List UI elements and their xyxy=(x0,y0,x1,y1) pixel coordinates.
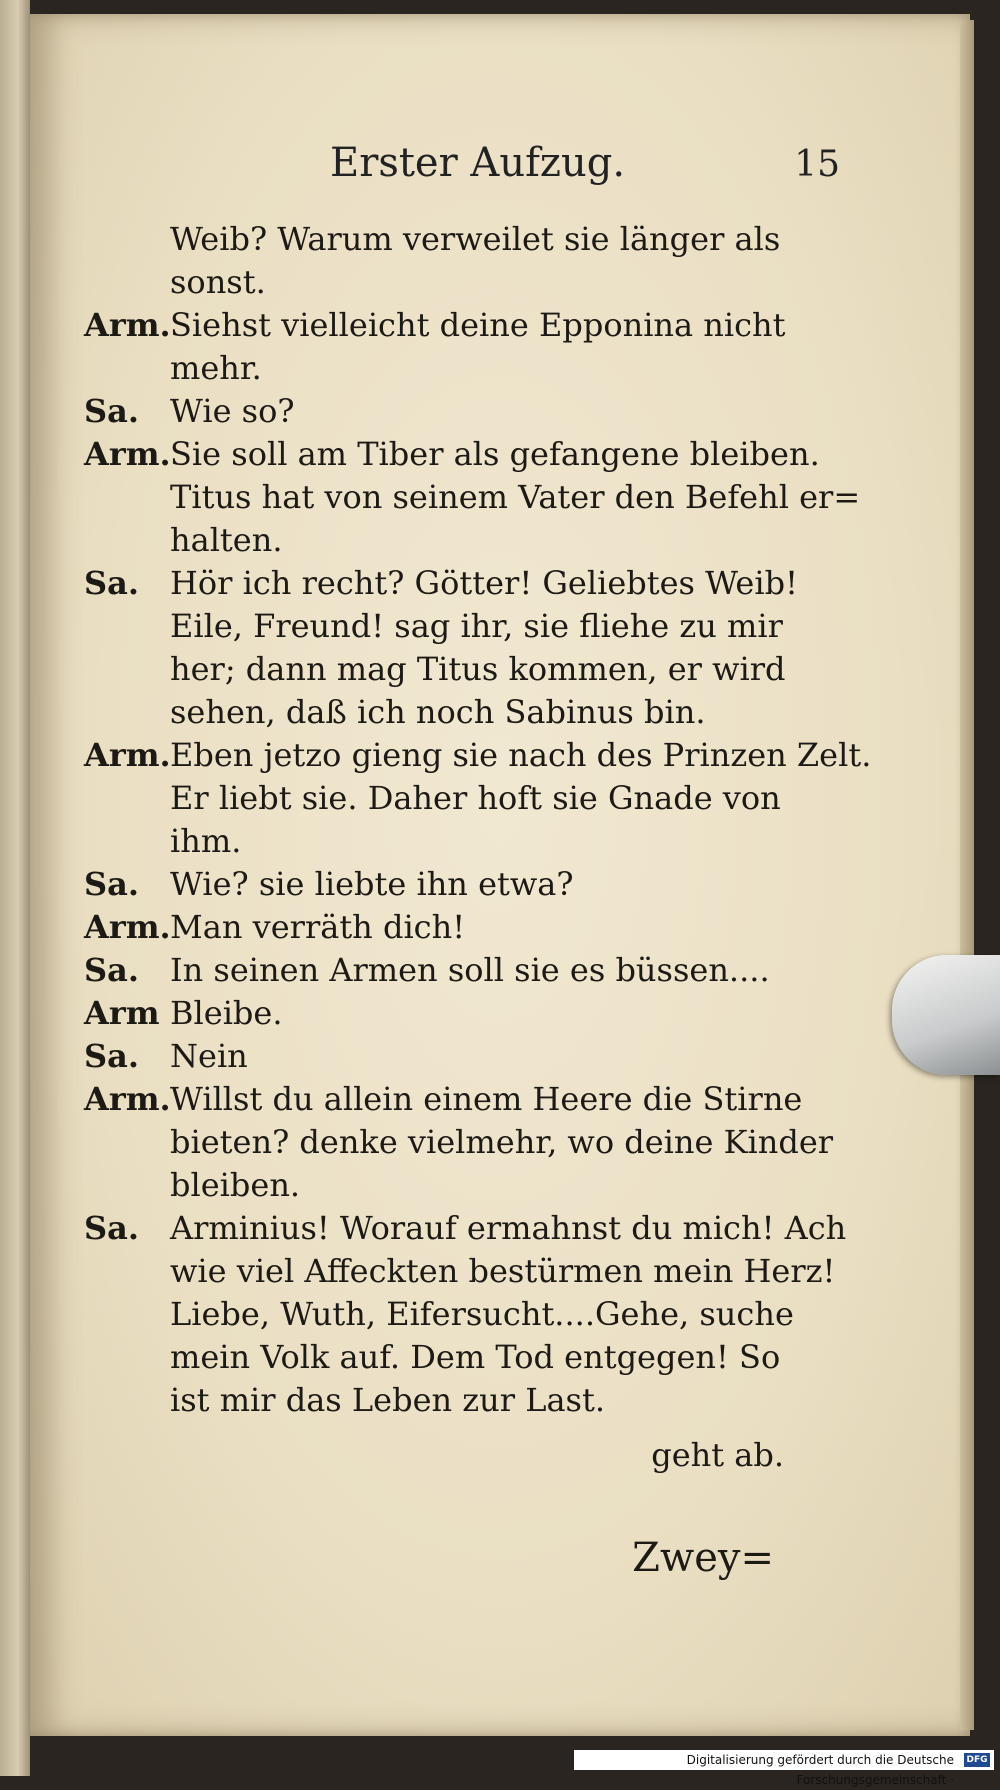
line-text: mehr. xyxy=(170,349,262,387)
speaker-label: Arm. xyxy=(84,306,171,344)
line-text: In seinen Armen soll sie es büssen.... xyxy=(170,951,770,989)
text-line xyxy=(84,992,844,1035)
speaker-label: Arm. xyxy=(84,1080,171,1118)
line-text: bieten? denke vielmehr, wo deine Kinder xyxy=(170,1123,834,1161)
line-text: Weib? Warum verweilet sie länger als xyxy=(170,220,781,258)
dialogue-body xyxy=(84,218,872,1581)
speaker-label: Arm. xyxy=(84,908,171,946)
line-text: Willst du allein einem Heere die Stirne xyxy=(170,1080,803,1118)
text-line xyxy=(84,949,844,992)
page-edge xyxy=(960,20,974,1730)
catchword: Zwey= xyxy=(632,1535,774,1581)
text-line xyxy=(84,261,844,304)
dfg-logo: DFG xyxy=(964,1753,990,1767)
line-text: Eile, Freund! sag ihr, sie fliehe zu mir xyxy=(170,607,783,645)
line-text: Man verräth dich! xyxy=(170,908,466,946)
text-line xyxy=(84,476,861,519)
text-line xyxy=(84,1207,847,1250)
speaker-label: Sa. xyxy=(84,564,139,602)
line-text: bleiben. xyxy=(170,1166,301,1204)
line-text: her; dann mag Titus kommen, er wird xyxy=(170,650,786,688)
line-text: Titus hat von seinem Vater den Befehl er= xyxy=(170,478,861,516)
line-text: ihm. xyxy=(170,822,242,860)
speaker-label: Sa. xyxy=(84,1209,139,1247)
text-line xyxy=(84,1164,844,1207)
speaker-label: Sa. xyxy=(84,1037,139,1075)
line-text: Eben jetzo gieng sie nach des Prinzen Zelt. xyxy=(170,736,872,774)
text-line xyxy=(84,1293,844,1336)
line-text: wie viel Affeckten bestürmen mein Herz! xyxy=(170,1252,836,1290)
text-line xyxy=(84,777,844,820)
text-line xyxy=(84,906,844,949)
line-text: Sie soll am Tiber als gefangene bleiben. xyxy=(170,435,820,473)
running-header xyxy=(300,140,840,200)
stage-direction: geht ab. xyxy=(651,1436,784,1474)
text-line xyxy=(84,1121,844,1164)
speaker-label: Sa. xyxy=(84,865,139,903)
speaker-label: Sa. xyxy=(84,951,139,989)
line-text: mein Volk auf. Dem Tod entgegen! So xyxy=(170,1338,781,1376)
text-line xyxy=(84,218,844,261)
text-line xyxy=(84,648,844,691)
text-line xyxy=(84,691,844,734)
speaker-label: Arm xyxy=(84,994,160,1032)
line-text: sonst. xyxy=(170,263,266,301)
line-text: sehen, daß ich noch Sabinus bin. xyxy=(170,693,706,731)
digitization-credit: Digitalisierung gefördert durch die Deutsche Forschungsgemeinschaft · xyxy=(574,1750,994,1770)
speaker-label: Arm. xyxy=(84,736,171,774)
text-line xyxy=(84,1035,844,1078)
speaker-label: Arm. xyxy=(84,435,171,473)
line-text: Bleibe. xyxy=(170,994,283,1032)
text-line xyxy=(84,820,844,863)
line-text: Nein xyxy=(170,1037,248,1075)
line-text: ist mir das Leben zur Last. xyxy=(170,1381,605,1419)
text-line xyxy=(84,863,844,906)
line-text: halten. xyxy=(170,521,283,559)
book-spine xyxy=(0,0,30,1776)
text-line xyxy=(84,304,844,347)
text-line xyxy=(84,562,844,605)
text-line xyxy=(84,433,844,476)
text-line xyxy=(84,390,844,433)
line-text: Er liebt sie. Daher hoft sie Gnade von xyxy=(170,779,781,817)
text-line xyxy=(84,1379,844,1422)
text-line xyxy=(84,1078,844,1121)
speaker-label: Sa. xyxy=(84,392,139,430)
line-text: Liebe, Wuth, Eifersucht....Gehe, suche xyxy=(170,1295,794,1333)
line-text: Siehst vielleicht deine Epponina nicht xyxy=(170,306,786,344)
page-clip xyxy=(892,955,1000,1075)
line-text: Arminius! Worauf ermahnst du mich! Ach xyxy=(170,1209,847,1247)
text-line xyxy=(84,347,844,390)
text-line xyxy=(84,605,844,648)
line-text: Wie so? xyxy=(170,392,295,430)
text-line xyxy=(84,1250,844,1293)
line-text: Hör ich recht? Götter! Geliebtes Weib! xyxy=(170,564,798,602)
text-line xyxy=(84,519,844,562)
text-line xyxy=(84,734,872,777)
text-line xyxy=(84,1336,844,1379)
line-text: Wie? sie liebte ihn etwa? xyxy=(170,865,574,903)
page-number: 15 xyxy=(794,144,840,185)
running-title: Erster Aufzug. xyxy=(330,140,626,186)
